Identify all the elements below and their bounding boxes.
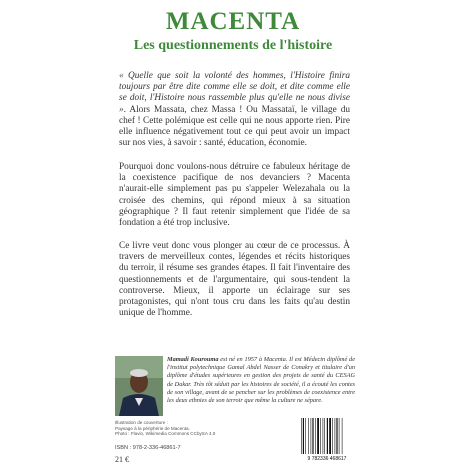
author-photo <box>115 356 163 416</box>
author-bio <box>167 356 355 405</box>
summary-quote: « Quelle que soit la volonté des hommes, l'Histoire finira toujours par être dite comme elle se doit, et dite comme elle se doit, l'Histoire nous rassemble plus qu'elle ne nous divise » <box>119 71 350 115</box>
author-name: Mamadi Kourouma <box>167 356 219 363</box>
book-title: MACENTA <box>165 8 301 35</box>
credits-line-1: Illustration de couverture : <box>115 420 168 425</box>
summary-paragraph-1 <box>119 71 350 149</box>
isbn-text: ISBN : 978-2-336-46861-7 <box>115 445 181 451</box>
credits-line-2: Paysage à la périphérie de Macenta. <box>115 425 190 431</box>
price-text: 21 € <box>115 455 129 464</box>
summary-paragraph-2: Pourquoi donc voulons-nous détruire ce fabuleux héritage de la coexistence pacifique de nos devanciers ? Macenta n'aurait-elle simplement pas pu s'appeler Welezahala ou la croisée des chemins, qui répond mieux à sa situation géographique ? Il faut retenir simplement que l'idée de sa fondation a été trop inclusive. <box>119 162 350 229</box>
credits-line-3: Photo : Flavio, Wikimedia Commons CCbySA 4.0 <box>115 431 216 437</box>
author-bio-text: est né en 1957 à Macenta. Il est Médecin diplômé de l'institut polytechnique Gamal Abdel Nasser de Conakry et titulaire d'un diplôme d'études supérieures en gestion des projets de santé du CESAG de Dakar. Très tôt séduit par les histoires de société, il a écouté les contes de son village, avant de se pencher sur les problèmes de coexistence entre les deux ethnies de son terroir que même la culture ne sépare. <box>167 356 355 405</box>
author-portrait-icon <box>115 356 163 416</box>
cover-credits <box>115 420 235 437</box>
book-subtitle: Les questionnements de l'histoire <box>133 38 333 53</box>
summary-paragraph-3: Ce livre veut donc vous plonger au cœur de ce processus. À travers de merveilleux contes, légendes et récits historiques du terroir, il résume ses grandes étapes. Il fait l'inventaire des questionnements et de l'argumentaire, qui sous-tendent la controverse. Mieux, il apporte un éclairage sur ses protagonistes, qui n'ont tous cru dans les faits qu'au destin unique de l'homme. <box>119 241 350 319</box>
barcode <box>298 416 356 462</box>
summary-paragraph-1-rest: . Alors Massata, chez Massa ! Ou Massataï, le village du chef ! Cette polémique est celle qui ne nous apporte rien. Pire elle influence négativement tout ce qui peut avoir un impact sur nos vies, à savoir : santé, éducation, économie. <box>119 104 350 149</box>
barcode-digits: 9 782336 468617 <box>307 456 347 462</box>
